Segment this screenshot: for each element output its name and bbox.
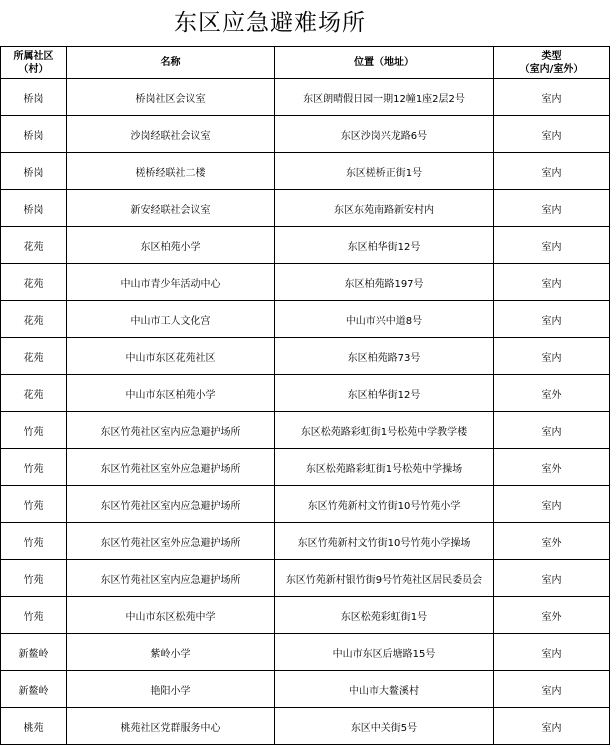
cell-location: 东区竹苑新村文竹街10号竹苑小学操场 xyxy=(275,523,494,560)
cell-location: 中山市大鳌溪村 xyxy=(275,671,494,708)
cell-community: 桥岗 xyxy=(1,153,67,190)
cell-location: 东区柏华街12号 xyxy=(275,375,494,412)
column-header-name: 名称 xyxy=(67,47,275,79)
table-body xyxy=(1,79,610,745)
column-header-type-line2: （室内/室外） xyxy=(519,63,584,75)
cell-type: 室内 xyxy=(494,264,610,301)
cell-location: 东区中关街5号 xyxy=(275,708,494,745)
table-row xyxy=(1,190,610,227)
cell-community: 竹苑 xyxy=(1,486,67,523)
cell-location: 东区松苑路彩虹街1号松苑中学教学楼 xyxy=(275,412,494,449)
table-row xyxy=(1,486,610,523)
cell-type: 室外 xyxy=(494,449,610,486)
cell-name: 东区竹苑社区室内应急避护场所 xyxy=(67,560,275,597)
cell-type: 室外 xyxy=(494,597,610,634)
cell-name: 艳阳小学 xyxy=(67,671,275,708)
cell-community: 竹苑 xyxy=(1,560,67,597)
table-row xyxy=(1,708,610,745)
cell-name: 东区柏苑小学 xyxy=(67,227,275,264)
cell-type: 室内 xyxy=(494,338,610,375)
cell-community: 竹苑 xyxy=(1,523,67,560)
cell-community: 花苑 xyxy=(1,227,67,264)
cell-type: 室内 xyxy=(494,486,610,523)
table-row xyxy=(1,449,610,486)
cell-type: 室内 xyxy=(494,116,610,153)
cell-name: 东区竹苑社区室内应急避护场所 xyxy=(67,412,275,449)
table-row xyxy=(1,227,610,264)
cell-location: 中山市东区后塘路15号 xyxy=(275,634,494,671)
cell-name: 东区竹苑社区室外应急避护场所 xyxy=(67,523,275,560)
cell-community: 竹苑 xyxy=(1,449,67,486)
cell-name: 东区竹苑社区室外应急避护场所 xyxy=(67,449,275,486)
table-header-row xyxy=(1,47,610,79)
cell-community: 花苑 xyxy=(1,338,67,375)
cell-community: 新鳌岭 xyxy=(1,671,67,708)
column-header-type xyxy=(494,47,610,79)
table-row xyxy=(1,116,610,153)
cell-type: 室内 xyxy=(494,153,610,190)
cell-location: 东区松苑路彩虹街1号松苑中学操场 xyxy=(275,449,494,486)
cell-type: 室内 xyxy=(494,708,610,745)
cell-community: 新鳌岭 xyxy=(1,634,67,671)
cell-community: 桃苑 xyxy=(1,708,67,745)
cell-type: 室内 xyxy=(494,190,610,227)
cell-location: 东区柏苑路73号 xyxy=(275,338,494,375)
cell-location: 东区竹苑新村银竹街9号竹苑社区居民委员会 xyxy=(275,560,494,597)
cell-name: 中山市工人文化宫 xyxy=(67,301,275,338)
cell-community: 竹苑 xyxy=(1,597,67,634)
cell-type: 室内 xyxy=(494,412,610,449)
cell-name: 新安经联社会议室 xyxy=(67,190,275,227)
column-header-community-line2: （村） xyxy=(18,63,49,75)
cell-name: 紫岭小学 xyxy=(67,634,275,671)
cell-type: 室内 xyxy=(494,301,610,338)
cell-type: 室内 xyxy=(494,227,610,264)
cell-location: 东区竹苑新村文竹街10号竹苑小学 xyxy=(275,486,494,523)
cell-community: 花苑 xyxy=(1,264,67,301)
table-row xyxy=(1,560,610,597)
cell-location: 东区槎桥正街1号 xyxy=(275,153,494,190)
shelter-table xyxy=(0,46,610,745)
cell-location: 东区柏苑路197号 xyxy=(275,264,494,301)
cell-name: 沙岗经联社会议室 xyxy=(67,116,275,153)
cell-type: 室内 xyxy=(494,671,610,708)
cell-name: 桃苑社区党群服务中心 xyxy=(67,708,275,745)
column-header-type-line1: 类型 xyxy=(541,50,562,62)
cell-community: 花苑 xyxy=(1,301,67,338)
cell-type: 室内 xyxy=(494,634,610,671)
cell-name: 中山市东区柏苑小学 xyxy=(67,375,275,412)
table-row xyxy=(1,671,610,708)
table-row xyxy=(1,412,610,449)
cell-community: 桥岗 xyxy=(1,190,67,227)
table-row xyxy=(1,301,610,338)
cell-name: 东区竹苑社区室内应急避护场所 xyxy=(67,486,275,523)
table-row xyxy=(1,523,610,560)
cell-location: 东区东苑南路新安村内 xyxy=(275,190,494,227)
table-row xyxy=(1,264,610,301)
cell-community: 桥岗 xyxy=(1,116,67,153)
cell-community: 桥岗 xyxy=(1,79,67,116)
column-header-community xyxy=(1,47,67,79)
cell-location: 中山市兴中道8号 xyxy=(275,301,494,338)
table-row xyxy=(1,597,610,634)
column-header-location: 位置（地址） xyxy=(275,47,494,79)
table-row xyxy=(1,634,610,671)
cell-name: 中山市青少年活动中心 xyxy=(67,264,275,301)
cell-name: 中山市东区松苑中学 xyxy=(67,597,275,634)
table-row xyxy=(1,153,610,190)
cell-type: 室内 xyxy=(494,79,610,116)
cell-community: 竹苑 xyxy=(1,412,67,449)
cell-name: 桥岗社区会议室 xyxy=(67,79,275,116)
cell-location: 东区朗晴假日园一期12幢1座2层2号 xyxy=(275,79,494,116)
cell-type: 室外 xyxy=(494,523,610,560)
column-header-community-line1: 所属社区 xyxy=(13,50,54,62)
page-title: 东区应急避难场所 xyxy=(174,10,366,36)
table-row xyxy=(1,338,610,375)
table-row xyxy=(1,375,610,412)
cell-type: 室内 xyxy=(494,560,610,597)
cell-name: 槎桥经联社二楼 xyxy=(67,153,275,190)
table-row xyxy=(1,79,610,116)
cell-type: 室外 xyxy=(494,375,610,412)
cell-location: 东区沙岗兴龙路6号 xyxy=(275,116,494,153)
cell-location: 东区松苑彩虹街1号 xyxy=(275,597,494,634)
cell-location: 东区柏华街12号 xyxy=(275,227,494,264)
cell-community: 花苑 xyxy=(1,375,67,412)
cell-name: 中山市东区花苑社区 xyxy=(67,338,275,375)
